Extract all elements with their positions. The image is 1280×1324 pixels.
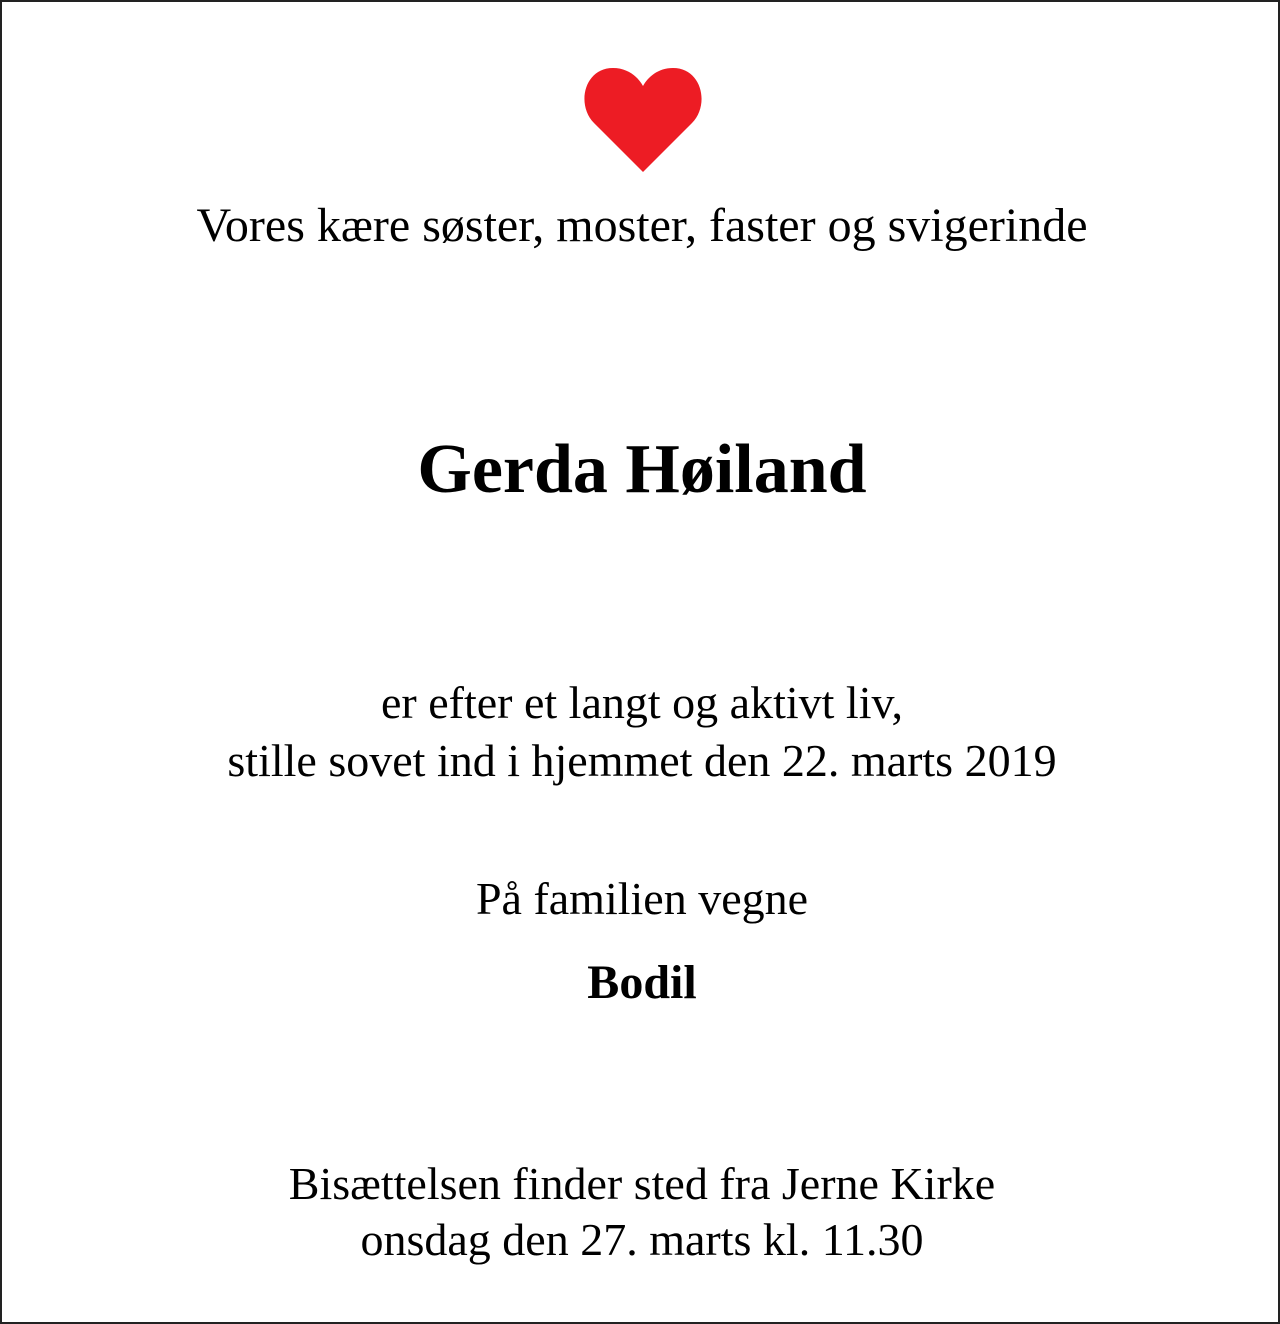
signer-name: Bodil: [587, 956, 697, 1009]
deceased-name: Gerda Høiland: [417, 431, 867, 508]
intro-text: Vores kære søster, moster, faster og svigerinde: [196, 199, 1088, 252]
funeral-info: [2, 1156, 1280, 1268]
signoff-text: På familien vegne: [475, 873, 809, 924]
funeral-line-1: Bisættelsen finder sted fra Jerne Kirke: [288, 1158, 996, 1209]
heart-icon: [582, 62, 704, 174]
death-line-1: er efter et langt og aktivt liv,: [381, 677, 903, 728]
funeral-line-2: onsdag den 27. marts kl. 11.30: [360, 1214, 924, 1265]
death-announcement: [2, 674, 1280, 790]
death-line-2: stille sovet ind i hjemmet den 22. marts 2019: [227, 735, 1057, 786]
